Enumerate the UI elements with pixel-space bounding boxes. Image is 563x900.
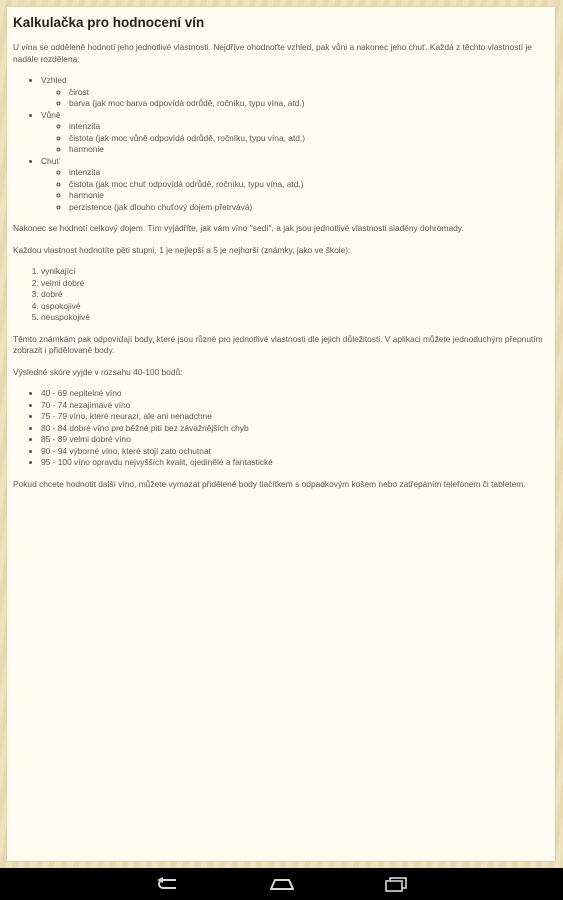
score-item: • 80 - 84 dobré víno pro běžné pití bez závažnějších chyb [41, 423, 547, 435]
weights-text: Těmto známkám pak odpovídají body, které jsou různé pro jednotlivé vlastnosti dle jejich důležitosti. V aplikaci můžete jednoduchým přepnutím zobrazit i přidělované body. [13, 333, 543, 355]
score-item: • 95 - 100 víno opravdu nejvyšších kvalit, ojedinělé a fantastické [41, 457, 547, 469]
sub-item: ◦ barva (jak moc barva odpovídá odrůdě, ročníku, typu vína, atd.) [69, 98, 547, 110]
recents-button[interactable] [371, 868, 421, 900]
scale-item: 4. uspokojivé [41, 301, 547, 313]
score-item: • 40 - 69 nepitelné víno [41, 388, 547, 400]
score-item: • 90 - 94 výborné víno, které stojí zato ochutnat [41, 446, 547, 458]
page-title: Kalkulačka pro hodnocení vín [13, 15, 205, 30]
property-label: Vůně [41, 109, 61, 120]
score-list [13, 388, 547, 469]
sub-item: ◦ intenzita [69, 121, 547, 133]
recents-icon [383, 876, 409, 892]
scale-intro-text: Každou vlastnost hodnotíte pěti stupni, 1 je nejlepší a 5 je nejhorší (známky, jako ve škole): [13, 244, 351, 255]
sub-item: ◦ harmonie [69, 190, 547, 202]
score-item: • 75 - 79 víno, které neurazí, ale ani nenadchne [41, 411, 547, 423]
property-item [41, 156, 547, 214]
sub-item: ◦ harmonie [69, 144, 547, 156]
scale-item: 1. vynikající [41, 266, 547, 278]
score-item: • 85 - 89 velmi dobré víno [41, 434, 547, 446]
home-icon [269, 877, 295, 891]
footer-note: Pokud chcete hodnotit další víno, můžete vymazat přidělené body tlačítkem s odpadkovým košem nebo zatřepáním telefonem či tabletem. [13, 478, 526, 489]
help-page[interactable] [7, 7, 555, 861]
score-item: • 70 - 74 nezajímavé víno [41, 400, 547, 412]
scale-item: 5. neuspokojivé [41, 312, 547, 324]
system-nav-bar [0, 868, 563, 900]
property-item [41, 110, 547, 156]
sub-list [41, 167, 547, 213]
property-item [41, 75, 547, 110]
sub-list [41, 87, 547, 110]
sub-item: ◦ čistota (jak moc chuť odpovídá odrůdě, ročníku, typu vína, atd.) [69, 179, 547, 191]
back-button[interactable] [143, 868, 193, 900]
scale-item: 2. velmi dobré [41, 278, 547, 290]
intro-text: U vína se odděleně hodnotí jeho jednotlivé vlastnosti. Nejdříve ohodnoťte vzhled, pak vůni a nakonec jeho chuť. Každá z těchto vlastností je nadále rozdělena: [13, 42, 532, 64]
home-button[interactable] [257, 868, 307, 900]
sub-item: ◦ čirost [69, 87, 547, 99]
sub-list [41, 121, 547, 156]
scale-item: 3. dobré [41, 289, 547, 301]
property-label: Chuť [41, 155, 60, 166]
score-intro-text: Výsledné skóre vyjde v rozsahu 40-100 bodů: [13, 366, 183, 377]
sub-item: ◦ čistota (jak moc vůně odpovídá odrůdě, ročníku, typu vína, atd.) [69, 133, 547, 145]
sub-item: ◦ perzistence (jak dlouho chuťový dojem přetrvává) [69, 202, 547, 214]
scale-list [13, 266, 547, 324]
overall-text: Nakonec se hodnotí celkový dojem. Tím vyjádříte, jak vám víno "sedí", a jak jsou jednotlivé vlastnosti sladěny dohromady. [13, 223, 464, 233]
property-label: Vzhled [41, 75, 67, 85]
sub-item: ◦ intenzita [69, 167, 547, 179]
back-icon [155, 877, 181, 891]
properties-list [13, 75, 547, 213]
